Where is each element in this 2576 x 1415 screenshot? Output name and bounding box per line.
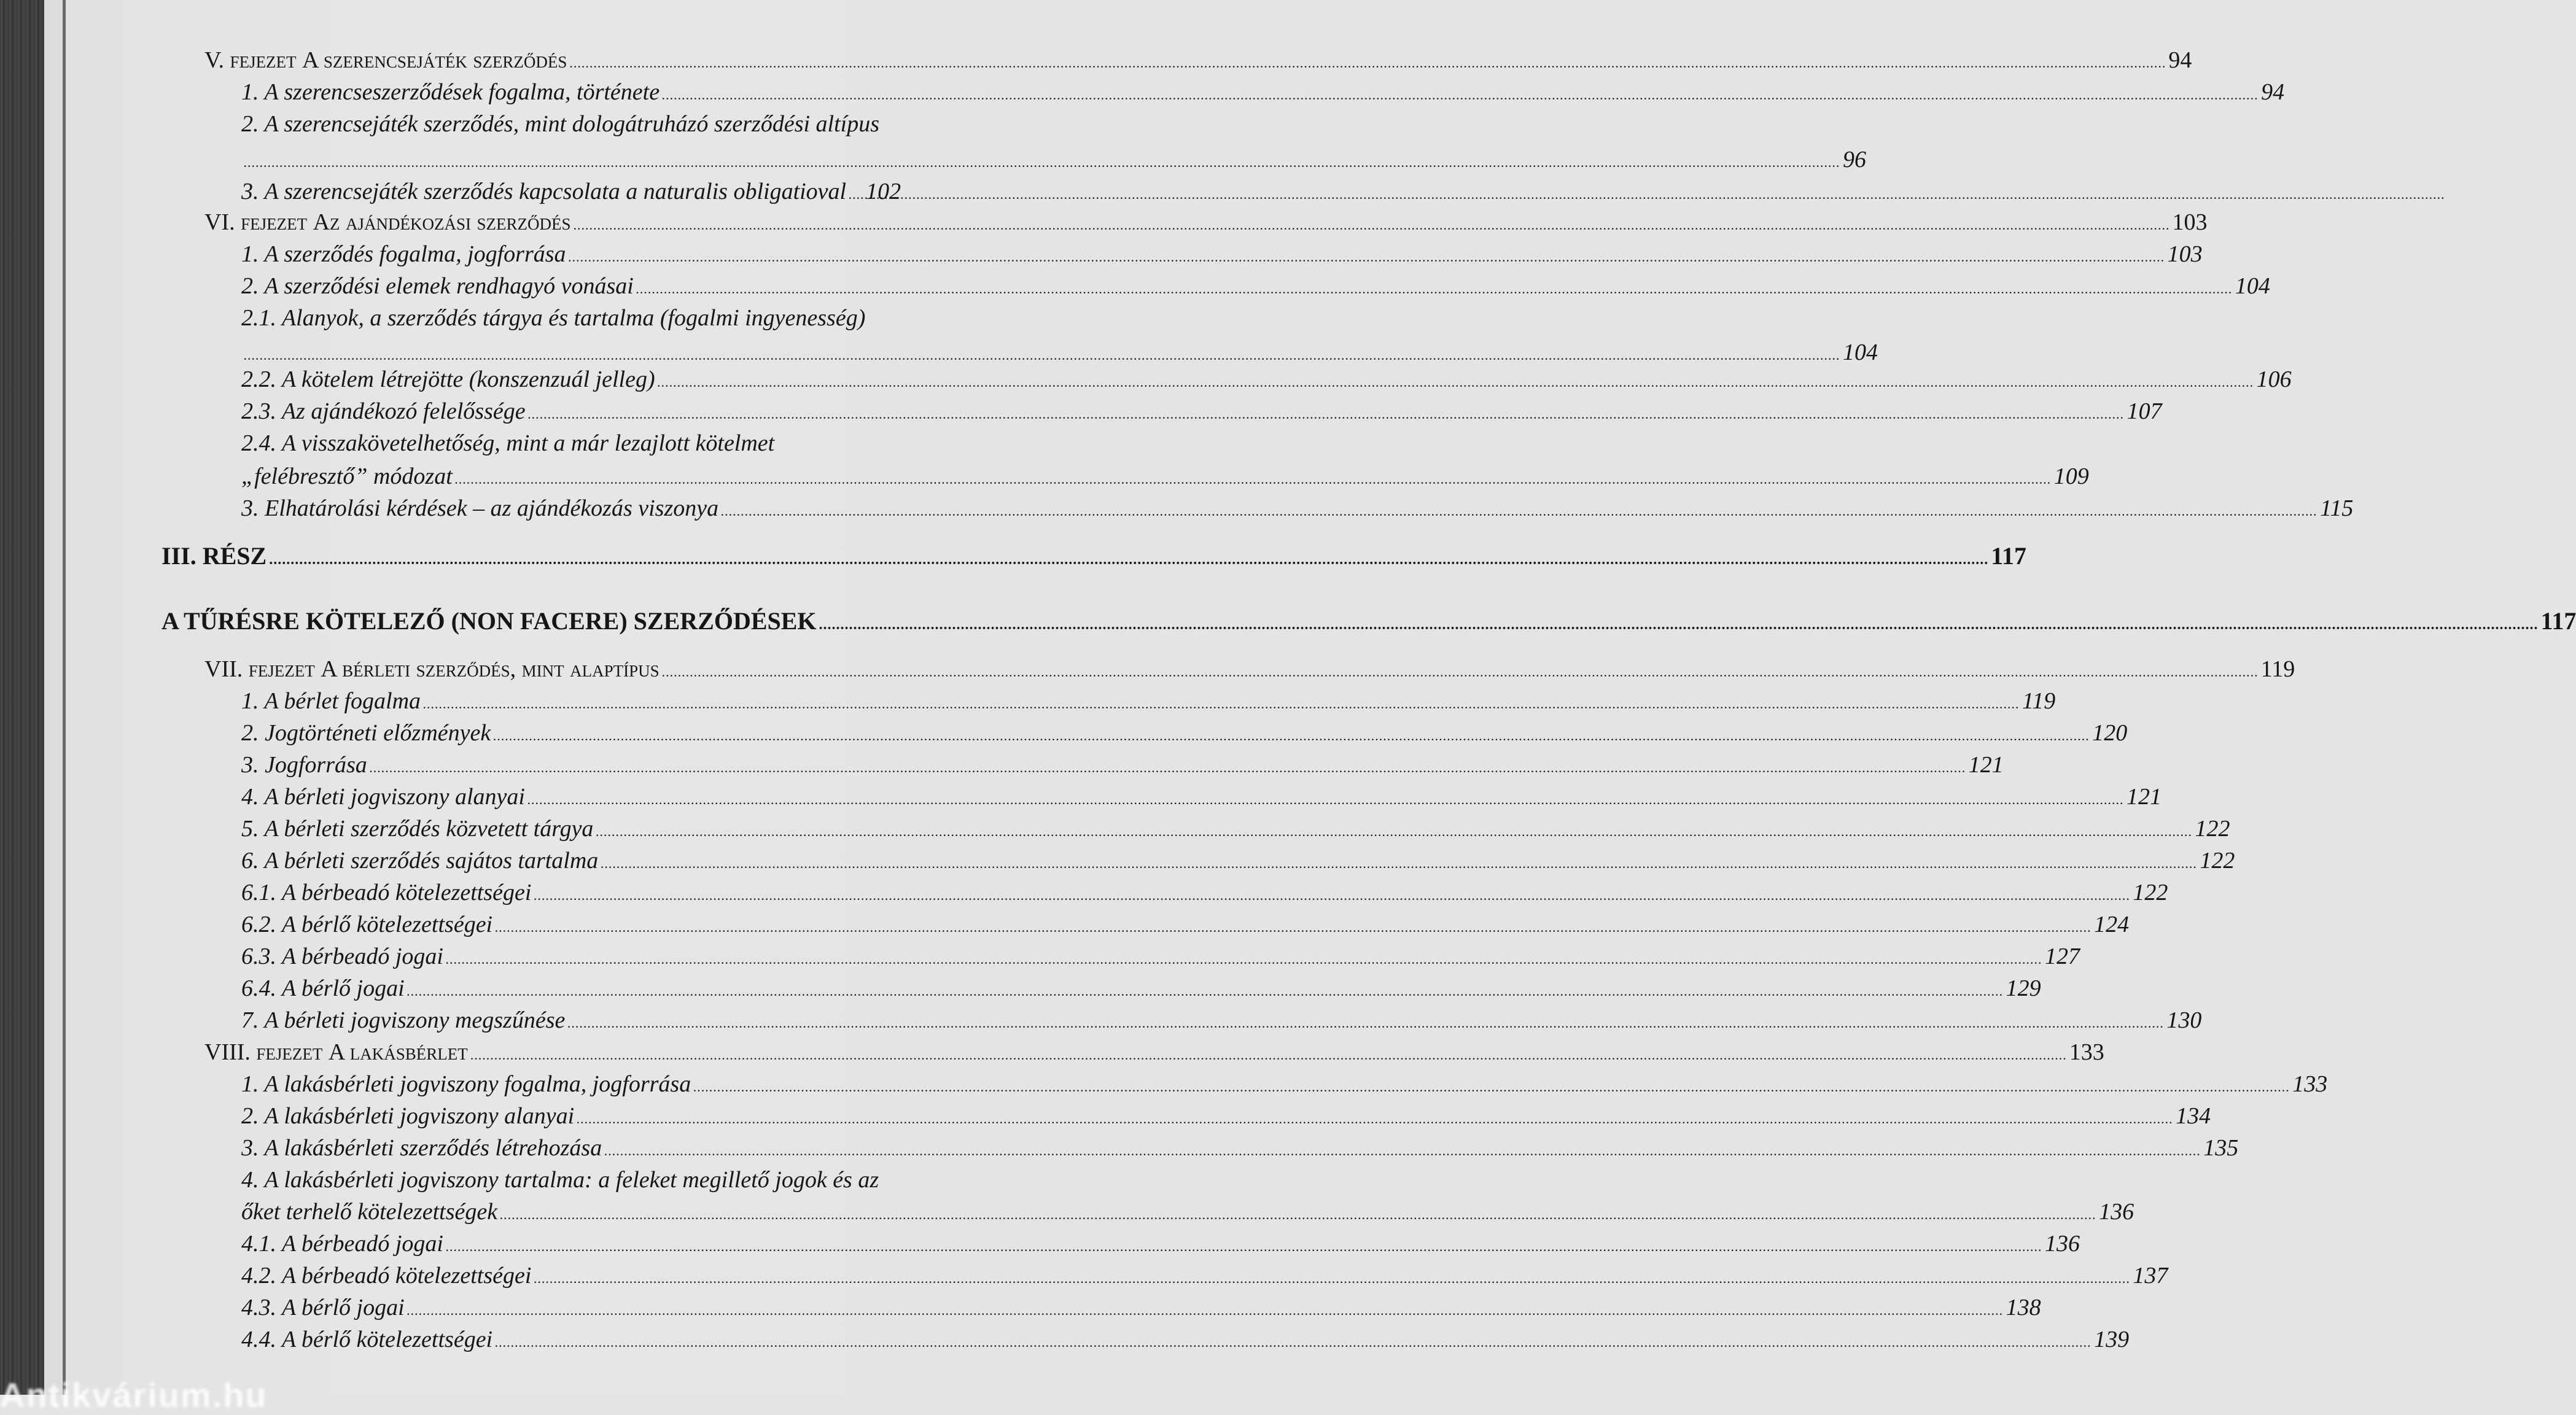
dot-leader: [574, 209, 2170, 241]
dot-leader: [601, 848, 2197, 880]
toc-chapter-viii: [204, 1036, 2104, 1071]
page-stack-edge: [44, 0, 63, 1395]
dot-leader: [604, 1135, 2201, 1167]
wooden-surface-background: [0, 0, 44, 1395]
toc-section-line1: 2. A szerencsejáték szerződés, mint dologátruházó szerződési altípus: [241, 111, 880, 137]
page-number: 133: [2069, 1039, 2104, 1065]
page-number: 117: [2540, 607, 2576, 635]
chapter-label: VII. fejezet A bérleti szerződés, mint alaptípus: [204, 656, 660, 682]
toc-section-line1: 4. A lakásbérleti jogviszony tartalma: a feleket megillető jogok és az: [241, 1167, 879, 1193]
dot-leader: [495, 1327, 2092, 1359]
page-number: 94: [2261, 79, 2285, 105]
dot-leader: [534, 1263, 2130, 1295]
toc-section: 4.1. A bérbeadó jogai ..... 136: [241, 1228, 1084, 1263]
page-number: 119: [2022, 688, 2056, 714]
toc-section: 4. A bérleti jogviszony alanyai ..... 121: [241, 781, 1084, 816]
dot-leader: [819, 609, 2539, 641]
dot-leader: [569, 47, 2166, 79]
dot-leader: [636, 273, 2233, 305]
watermark-text: Antikvárium.hu: [0, 1376, 268, 1414]
page-number: 122: [2200, 848, 2235, 874]
toc-section: 6.2. A bérlő kötelezettségei ..... 124: [241, 909, 1084, 944]
page-number: 107: [2127, 398, 2162, 424]
toc-part-iii-title: A TŰRÉSRE KÖTELEZŐ (NON FACERE) SZERZŐDÉSEK ..... 117: [161, 605, 1084, 641]
toc-section: 6.4. A bérlő jogai ..... 129: [241, 972, 1084, 1007]
toc-section: 2. Jogtörténeti előzmények ..... 120: [241, 717, 1084, 752]
toc-section: 2. A lakásbérleti jogviszony alanyai ..... 134: [241, 1100, 1084, 1135]
toc-section: 1. A szerencseszerződések fogalma, története ..... 94: [241, 76, 1084, 111]
toc-section-line1: 2.4. A visszakövetelhetőség, mint a már lezajlott kötelmet: [241, 430, 775, 456]
page-number: 106: [2256, 366, 2292, 392]
page-number: 120: [2092, 720, 2128, 746]
toc-section: 5. A bérleti szerződés közvetett tárgya ..... 122: [241, 813, 1084, 848]
toc-section: 3. A szerencsejáték szerződés kapcsolata a naturalis obligatioval ..... 102: [241, 176, 1084, 211]
dot-leader: [407, 975, 2004, 1007]
chapter-label: VI. fejezet Az ajándékozási szerződés: [204, 209, 571, 235]
dot-leader: [662, 79, 2259, 111]
toc-section-continuation: [241, 144, 1866, 179]
page-number: 139: [2094, 1327, 2130, 1352]
toc-section: 6.1. A bérbeadó kötelezettségei ..... 122: [241, 877, 1084, 912]
page-number: 96: [1843, 147, 1866, 173]
toc-chapter-vi: [204, 206, 2208, 241]
page-number: 122: [2133, 880, 2168, 905]
page-number: 130: [2166, 1007, 2202, 1033]
page-number: 135: [2203, 1135, 2239, 1161]
dot-leader: [407, 1295, 2004, 1327]
page-number: 117: [1991, 542, 2026, 570]
toc-section: 2. A szerződési elemek rendhagyó vonásai ..... 104: [241, 270, 1084, 305]
dot-leader: [658, 366, 2254, 398]
page-number: 134: [2176, 1103, 2211, 1129]
toc-section: 6. A bérleti szerződés sajátos tartalma ..... 122: [241, 845, 1084, 880]
dot-leader: [534, 880, 2130, 912]
dot-leader: [495, 912, 2092, 944]
dot-leader: [446, 944, 2042, 975]
dot-leader: [244, 147, 1840, 179]
page-number: 122: [2195, 816, 2230, 842]
dot-leader: [527, 784, 2124, 816]
toc-part-iii: III. RÉSZ ..... 117: [161, 540, 1084, 576]
page-number: 121: [1968, 752, 2004, 778]
page-number: 129: [2006, 975, 2041, 1001]
dot-leader: [470, 1039, 2067, 1071]
page-number: 102: [866, 179, 901, 204]
toc-section: 4.3. A bérlő jogai ..... 138: [241, 1292, 1084, 1327]
dot-leader: [423, 688, 2020, 720]
toc-section: 6.3. A bérbeadó jogai ..... 127: [241, 940, 1084, 975]
dot-leader: [446, 1231, 2042, 1263]
page-number: 104: [1843, 339, 1878, 365]
toc-section: 2.2. A kötelem létrejötte (konszenzuál jelleg) ..... 106: [241, 363, 1084, 398]
toc-section: 3. Elhatárolási kérdések – az ajándékozás viszonya ..... 115: [241, 492, 1084, 527]
toc-section-continuation: „felébresztő” módozat ..... 109: [241, 460, 1084, 495]
page-number: 133: [2292, 1071, 2328, 1097]
dot-leader: [455, 463, 2052, 495]
page-number: 137: [2133, 1263, 2168, 1289]
toc-section: 3. A lakásbérleti szerződés létrehozása ..... 135: [241, 1132, 1084, 1167]
dot-leader: [500, 1199, 2096, 1231]
dot-leader: [528, 398, 2125, 430]
page-number: 104: [2235, 273, 2270, 299]
dot-leader: [596, 816, 2192, 848]
toc-chapter-v: [204, 44, 2192, 79]
toc-section: 1. A lakásbérleti jogviszony fogalma, jogforrása ..... 133: [241, 1068, 1084, 1103]
page-number: 109: [2053, 463, 2089, 489]
toc-section: 7. A bérleti jogviszony megszűnése ..... 130: [241, 1004, 1084, 1039]
dot-leader: [567, 1007, 2164, 1039]
toc-section: 1. A szerződés fogalma, jogforrása ..... 103: [241, 238, 1084, 273]
dot-leader: [269, 544, 1988, 576]
toc-section: 2.3. Az ajándékozó felelőssége ..... 107: [241, 395, 1084, 430]
book-page: [66, 0, 2576, 1395]
page-number: 136: [2099, 1199, 2134, 1225]
page-number: 103: [2167, 241, 2203, 267]
dot-leader: [370, 752, 1966, 784]
page-number: 136: [2044, 1231, 2080, 1257]
page-number: 127: [2044, 944, 2080, 969]
chapter-label: VIII. fejezet A lakásbérlet: [204, 1039, 468, 1065]
toc-section: 4.2. A bérbeadó kötelezettségei ..... 137: [241, 1260, 1084, 1295]
toc-section: 3. Jogforrása ..... 121: [241, 749, 1084, 784]
dot-leader: [569, 241, 2165, 273]
page-number: 119: [2260, 656, 2295, 682]
dot-leader: [493, 720, 2090, 752]
toc-section: 1. A bérlet fogalma ..... 119: [241, 685, 1084, 720]
page-number: 103: [2172, 209, 2208, 235]
toc-section-continuation: őket terhelő kötelezettségek ..... 136: [241, 1196, 1084, 1231]
page-number: 121: [2126, 784, 2162, 810]
page-number: 138: [2006, 1295, 2041, 1320]
chapter-label: V. fejezet A szerencsejáték szerződés: [204, 47, 567, 73]
dot-leader: [693, 1071, 2290, 1103]
toc-section: 4.4. A bérlő kötelezettségei ..... 139: [241, 1324, 1084, 1359]
dot-leader: [662, 656, 2259, 688]
toc-chapter-vii: [204, 653, 2295, 688]
toc-section-line1: 2.1. Alanyok, a szerződés tárgya és tartalma (fogalmi ingyenesség): [241, 305, 866, 331]
page-number: 115: [2320, 495, 2354, 521]
dot-leader: [721, 495, 2317, 527]
page-number: 94: [2168, 47, 2192, 73]
dot-leader: [577, 1103, 2173, 1135]
page-number: 124: [2094, 912, 2130, 937]
